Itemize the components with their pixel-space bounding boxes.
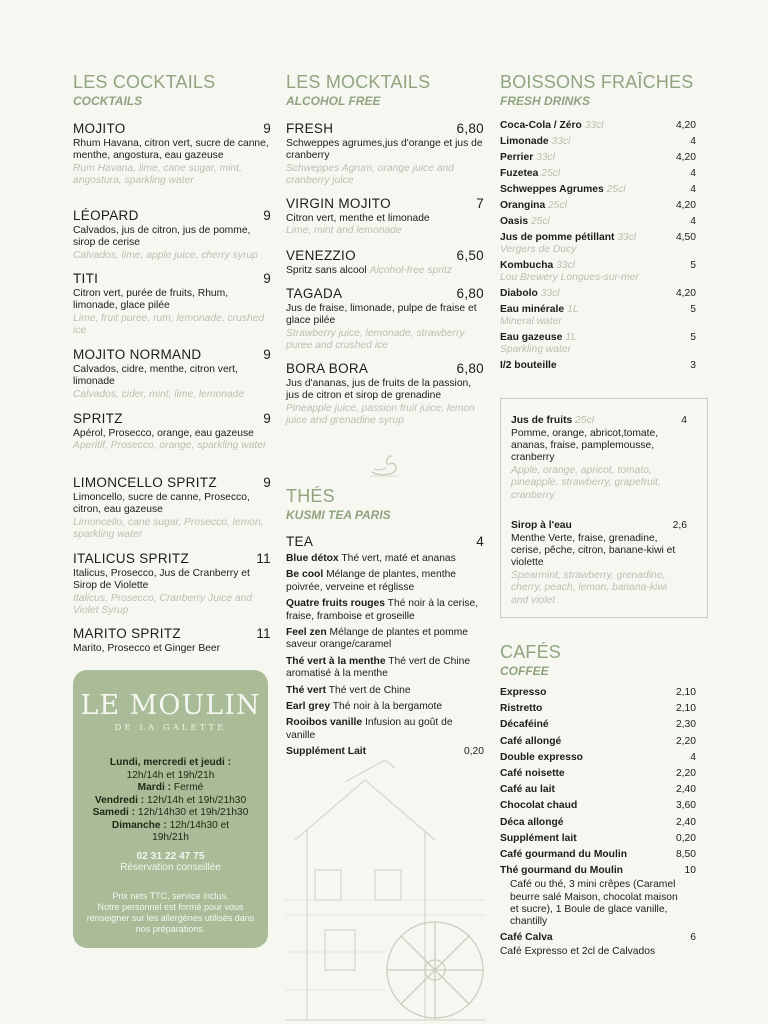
drink-row: [500, 358, 696, 374]
item-desc: Rhum Havana, citron vert, sucre de canne, menthe, angostura, eau gazeuse: [73, 138, 269, 162]
teas-title: THÉS: [286, 486, 335, 506]
tea-desc: Thé noir à la cerise, fraise, framboise et groseille: [286, 598, 479, 622]
tea-item: [286, 701, 484, 713]
swan-icon: [368, 452, 400, 478]
tea-name: Earl grey: [286, 701, 331, 713]
coffee-price: 6: [690, 932, 696, 944]
opening-hours: [73, 757, 268, 845]
drink-name: Jus de pomme pétillant: [500, 232, 615, 243]
drink-name: Schweppes Agrumes: [500, 184, 604, 195]
juice-volume: 25cl: [575, 415, 594, 426]
item-price: 9: [263, 121, 271, 136]
tea-desc: Mélange de plantes, menthe poivrée, verveine et réglisse: [286, 569, 457, 593]
coffee-name: Café noisette: [500, 768, 565, 780]
cocktail-titi: [73, 270, 271, 338]
coffee-name: Café gourmand du Moulin: [500, 849, 627, 861]
item-desc-en: Calvados, cider, mint, lime, lemonade: [73, 388, 245, 400]
tea-desc: Mélange de plantes et pomme saveur orange/caramel: [286, 627, 469, 651]
hours-time: 12h/14h et 19h/21h30: [146, 794, 247, 806]
item-price: 9: [263, 475, 271, 490]
drink-price: 4,50: [675, 232, 696, 243]
drink-row: [500, 198, 696, 214]
cocktails-subtitle: COCKTAILS: [73, 94, 143, 108]
item-desc: Limoncello, sucre de canne, Prosecco, citron, eau gazeuse: [73, 492, 250, 516]
drink-volume: 33cl: [551, 136, 571, 147]
drink-row: [500, 214, 696, 230]
cocktail-mojito-normand: [73, 346, 271, 401]
juice-desc-en: Apple, orange, apricot, tomato, pineapple, strawberry, grapefruit, cranberry: [511, 464, 661, 501]
item-price: 6,80: [456, 121, 484, 136]
hours-day: Samedi :: [92, 807, 136, 818]
fresh-drinks-title: BOISSONS FRAÎCHES: [500, 72, 694, 92]
cocktail-spritz: [73, 410, 271, 453]
drink-origin: Sparkling water: [500, 344, 571, 355]
mocktail-fresh: [286, 120, 484, 188]
item-desc-en: Aperitif, Prosecco, orange, sparkling water: [73, 440, 267, 452]
coffee-price: 2,40: [675, 784, 696, 796]
tea-desc: Thé vert, maté et ananas: [341, 553, 456, 564]
item-price: 9: [263, 347, 271, 362]
drink-origin: Mineral water: [500, 316, 562, 327]
item-desc: Jus d'ananas, jus de fruits de la passion, jus de citron et sirop de grenadine: [286, 378, 472, 402]
juice-name: Jus de fruits: [511, 415, 573, 426]
coffee-name: Double expresso: [500, 751, 583, 763]
teas-subtitle: KUSMI TEA PARIS: [286, 508, 391, 522]
syrup-header: [511, 520, 687, 533]
drink-volume: 25cl: [606, 184, 626, 195]
drink-volume: 25cl: [530, 216, 550, 227]
juice-header: [511, 415, 687, 428]
hours-day: Vendredi :: [94, 794, 145, 806]
tea-desc: Thé vert de Chine: [328, 684, 411, 696]
item-price: 9: [263, 208, 271, 223]
tea-name: Quatre fruits rouges: [286, 598, 385, 610]
item-name: SPRITZ: [73, 411, 123, 426]
tea-name: Blue détox: [286, 553, 339, 564]
tea-item: [286, 553, 484, 565]
coffee-price: 8,50: [675, 849, 696, 861]
coffee-price: 4: [690, 751, 696, 763]
cafe-calva-row: [500, 930, 696, 946]
coffee-price: 2,10: [675, 687, 696, 698]
drink-name: Limonade: [500, 136, 549, 147]
cocktails-title: LES COCKTAILS: [73, 72, 216, 92]
hours-day: Dimanche :: [111, 819, 167, 831]
item-name: ITALICUS SPRITZ: [73, 551, 190, 566]
mill-illustration: [285, 720, 485, 1024]
tea-item: [286, 656, 484, 681]
coffee-row: [500, 831, 696, 847]
drink-price: 5: [690, 260, 696, 271]
item-price: 7: [476, 196, 484, 211]
item-desc-en: Limoncello, cane sugar, Prosecco, lemon, sparkling water: [73, 516, 264, 541]
item-desc-en: Pineapple juice, passion fruit juice, lemon juice and grenadine syrup: [286, 402, 475, 427]
hours-day: Lundi, mercredi et jeudi :: [109, 757, 232, 768]
drink-volume: 1L: [565, 332, 577, 343]
item-desc: Marito, Prosecco et Ginger Beer: [73, 643, 221, 654]
drink-name: Eau minérale: [500, 304, 565, 315]
coffee-name: Thé gourmand du Moulin: [500, 865, 623, 877]
coffee-price: 3,60: [675, 800, 696, 812]
drink-name: I/2 bouteille: [500, 360, 557, 371]
item-name: TITI: [73, 271, 99, 286]
drink-price: 4,20: [675, 120, 696, 131]
cocktail-marito-spritz: [73, 625, 271, 655]
tea-item: [286, 685, 484, 697]
item-name: BORA BORA: [286, 361, 369, 376]
coffee-price: 2,20: [675, 735, 696, 747]
drink-volume: 33cl: [536, 152, 555, 163]
item-name: MOJITO: [73, 121, 126, 136]
coffee-subtitle: COFFEE: [500, 664, 549, 678]
item-desc: Calvados, cidre, menthe, citron vert, limonade: [73, 364, 238, 388]
item-name: LÉOPARD: [73, 208, 139, 223]
cocktail-limoncello-spritz: [73, 474, 271, 542]
drink-price: 4: [690, 216, 696, 227]
hours-time: 12h/14h30 et 19h/21h30: [137, 807, 249, 818]
drink-row: [500, 150, 696, 166]
coffee-section: [500, 642, 561, 679]
coffee-row: [500, 798, 696, 814]
item-price: 11: [256, 551, 271, 566]
item-name: VENEZZIO: [286, 248, 356, 263]
mocktails-section: [286, 72, 430, 109]
coffee-row: [500, 701, 696, 717]
item-desc: Citron vert, purée de fruits, Rhum, limonade, glace pilée: [73, 288, 229, 312]
coffee-row: [500, 782, 696, 798]
syrup-desc-en: Spearmint, strawberry, grenadine, cherry, peach, lemon, banana-kiwi and violet: [511, 569, 668, 606]
coffee-name: Café au lait: [500, 784, 555, 796]
drink-volume: 33cl: [584, 120, 604, 131]
syrup-desc: Menthe Verte, fraise, grenadine, cerise, pêche, citron, banane-kiwi et violette: [511, 532, 676, 569]
tea-desc: Thé vert de Chine aromatisé à la menthe: [286, 655, 471, 680]
coffee-row: [500, 685, 696, 701]
item-name: MARITO SPRITZ: [73, 626, 181, 641]
drink-price: 4,20: [675, 200, 696, 211]
phone-number[interactable]: 02 31 22 47 75: [136, 850, 205, 862]
item-desc-en: Lime, mint and lemonade: [286, 225, 402, 237]
item-desc: Italicus, Prosecco, Jus de Cranberry et Sirop de Violette: [73, 568, 250, 592]
cocktail-mojito: [73, 120, 271, 188]
item-desc: Apérol, Prosecco, orange, eau gazeuse: [73, 428, 254, 439]
item-name: VIRGIN MOJITO: [286, 196, 391, 211]
item-desc-en: Rum Havana, lime, cane sugar, mint, angostura, sparkling water: [73, 162, 242, 187]
tea-name: Thé vert à la menthe: [286, 655, 386, 667]
fresh-drinks-list: [500, 118, 696, 374]
drink-price: 4,20: [675, 152, 696, 163]
item-price: 6,80: [456, 361, 484, 376]
cocktails-section: [73, 72, 215, 109]
drink-origin: Lou Brewery Longues-sur-mer: [500, 272, 639, 283]
coffee-price: 2,10: [675, 703, 696, 715]
fresh-drinks-subtitle: FRESH DRINKS: [500, 94, 591, 108]
syrup-name: Sirop à l'eau: [511, 520, 572, 531]
coffee-name: Café allongé: [500, 735, 562, 747]
item-desc: Schweppes agrumes,jus d'orange et jus de cranberry: [286, 138, 483, 162]
drink-row: [500, 286, 696, 302]
coffee-title: CAFÉS: [500, 642, 562, 662]
coffee-price: 10: [684, 865, 696, 877]
item-desc-en: Schweppes Agrum, orange juice and cranberry juice: [286, 162, 454, 187]
item-price: 9: [263, 411, 271, 426]
item-price: 6,50: [456, 248, 484, 263]
item-desc: Citron vert, menthe et limonade: [286, 213, 430, 224]
item-desc-en: Strawberry juice, lemonade, strawberry puree and crushed ice: [286, 327, 465, 352]
fresh-drinks-section: [500, 72, 693, 109]
mocktail-venezzio: [286, 247, 484, 277]
coffee-name: Ristretto: [500, 703, 543, 715]
tea-price: 4: [476, 534, 484, 549]
drink-price: 3: [690, 360, 696, 371]
hours-time: Fermé: [173, 782, 204, 793]
coffee-name: Expresso: [500, 687, 547, 698]
drink-price: 5: [690, 332, 696, 343]
mocktails-subtitle: ALCOHOL FREE: [286, 94, 381, 108]
tea-item: [286, 627, 484, 652]
item-name: LIMONCELLO SPRITZ: [73, 475, 217, 490]
item-desc-en: Alcohol-free spritz: [369, 265, 452, 276]
drink-name: Coca-Cola / Zéro: [500, 120, 582, 131]
supplement-name: Supplément Lait: [286, 746, 367, 758]
item-desc: Jus de fraise, limonade, pulpe de fraise et glace pilée: [286, 303, 477, 327]
cocktail-leopard: [73, 207, 271, 262]
info-card: [73, 670, 268, 948]
item-desc: Calvados, jus de citron, jus de pomme, sirop de cerise: [73, 225, 251, 249]
syrup-price: 2,6: [672, 520, 687, 531]
item-name: FRESH: [286, 121, 334, 136]
coffee-name: Déca allongé: [500, 816, 564, 828]
hours-time: 12h/14h et 19h/21h: [126, 769, 215, 781]
item-desc-en: Calvados, lime, apple juice, cherry syrup: [73, 249, 258, 261]
tea-item: [286, 598, 484, 623]
item-name: TAGADA: [286, 286, 343, 301]
tea-name: Be cool: [286, 569, 324, 581]
cocktail-italicus-spritz: [73, 550, 271, 618]
drink-price: 4: [690, 136, 696, 147]
mocktail-tagada: [286, 285, 484, 353]
drink-volume: 1L: [566, 304, 579, 315]
coffee-row: [500, 717, 696, 733]
mocktail-bora-bora: [286, 360, 484, 428]
coffee-row: [500, 734, 696, 750]
item-desc-en: Italicus, Prosecco, Cranberry Juice and Violet Syrup: [73, 592, 253, 617]
drink-name: Diabolo: [500, 288, 538, 299]
drink-volume: 25cl: [548, 200, 567, 211]
drink-row: [500, 134, 696, 150]
coffee-price: 2,40: [675, 816, 696, 828]
tea-name: Feel zen: [286, 627, 327, 639]
item-desc-en: Lime, fruit puree, rum, lemonade, crushed ice: [73, 312, 265, 337]
coffee-row: [500, 847, 696, 863]
drink-name: Perrier: [500, 152, 534, 163]
juice-price: 4: [681, 415, 687, 426]
teas-section: [286, 486, 391, 523]
drink-volume: 33cl: [556, 260, 575, 271]
drink-price: 4: [690, 168, 696, 179]
drink-row: [500, 166, 696, 182]
drink-price: 4,20: [675, 288, 696, 299]
coffee-price: 0,20: [675, 832, 696, 844]
coffee-name: Café Calva: [500, 932, 553, 944]
price-note: Prix nets TTC, service inclus.: [112, 890, 229, 901]
tea-desc: Thé noir à la bergamote: [332, 701, 443, 713]
the-gourmand-desc: Café ou thé, 3 mini crêpes (Caramel beurre salé Maison, chocolat maison et sucre), 1 Boule de glace vanille, chantilly: [510, 879, 678, 928]
legal-notes: [73, 891, 268, 935]
restaurant-logo-subtitle: DE LA GALETTE: [114, 723, 227, 733]
tea-heading: TEA: [286, 534, 314, 549]
hours-time: 12h/14h30 et 19h/21h: [152, 819, 230, 843]
drink-origin: Vergers de Ducy: [500, 244, 577, 255]
tea-name: Thé vert: [286, 684, 327, 696]
coffee-name: Chocolat chaud: [500, 800, 578, 812]
drink-name: Kombucha: [500, 260, 554, 271]
tea-desc: Infusion au goût de vanille: [286, 717, 453, 741]
drink-name: Orangina: [500, 200, 546, 211]
coffee-name: Décaféiné: [500, 719, 549, 731]
drink-price: 4: [690, 184, 696, 195]
drink-row: [500, 182, 696, 198]
tea-item: [286, 569, 484, 594]
drink-name: Eau gazeuse: [500, 332, 563, 343]
drink-volume: 33cl: [540, 288, 560, 299]
restaurant-logo: LE MOULIN: [80, 690, 261, 721]
coffee-price: 2,30: [675, 719, 696, 731]
hours-day: Mardi :: [137, 782, 172, 793]
coffee-list: [500, 685, 696, 959]
item-price: 11: [256, 626, 271, 641]
the-gourmand-row: [500, 863, 696, 879]
supplement-price: 0,20: [463, 746, 484, 758]
item-price: 9: [263, 271, 271, 286]
coffee-name: Supplément lait: [500, 832, 577, 844]
item-price: 6,80: [456, 286, 484, 301]
juices-box: [500, 398, 708, 618]
drink-volume: 33cl: [617, 232, 637, 243]
drink-price: 5: [690, 304, 696, 315]
reservation-note: Réservation conseillée: [120, 861, 221, 873]
coffee-price: 2,20: [675, 768, 696, 780]
coffee-row: [500, 750, 696, 766]
mocktail-virgin-mojito: [286, 195, 484, 238]
juice-desc: Pomme, orange, abricot,tomate, ananas, fraise, pamplemousse, cranberry: [511, 427, 659, 464]
drink-row: [500, 118, 696, 134]
tea-name: Rooibos vanille: [286, 717, 363, 729]
drink-volume: 25cl: [541, 168, 561, 179]
item-desc: Spritz sans alcool: [286, 265, 367, 276]
mocktails-title: LES MOCKTAILS: [286, 72, 431, 92]
item-name: MOJITO NORMAND: [73, 347, 202, 362]
drink-name: Fuzetea: [500, 168, 539, 179]
cafe-calva-desc: Café Expresso et 2cl de Calvados: [500, 946, 656, 958]
drink-name: Oasis: [500, 216, 529, 227]
coffee-row: [500, 766, 696, 782]
allergen-note: Notre personnel est formé pour vous renseigner sur les allergènes utilisés dans nos préparations.: [86, 901, 255, 934]
coffee-row: [500, 815, 696, 831]
